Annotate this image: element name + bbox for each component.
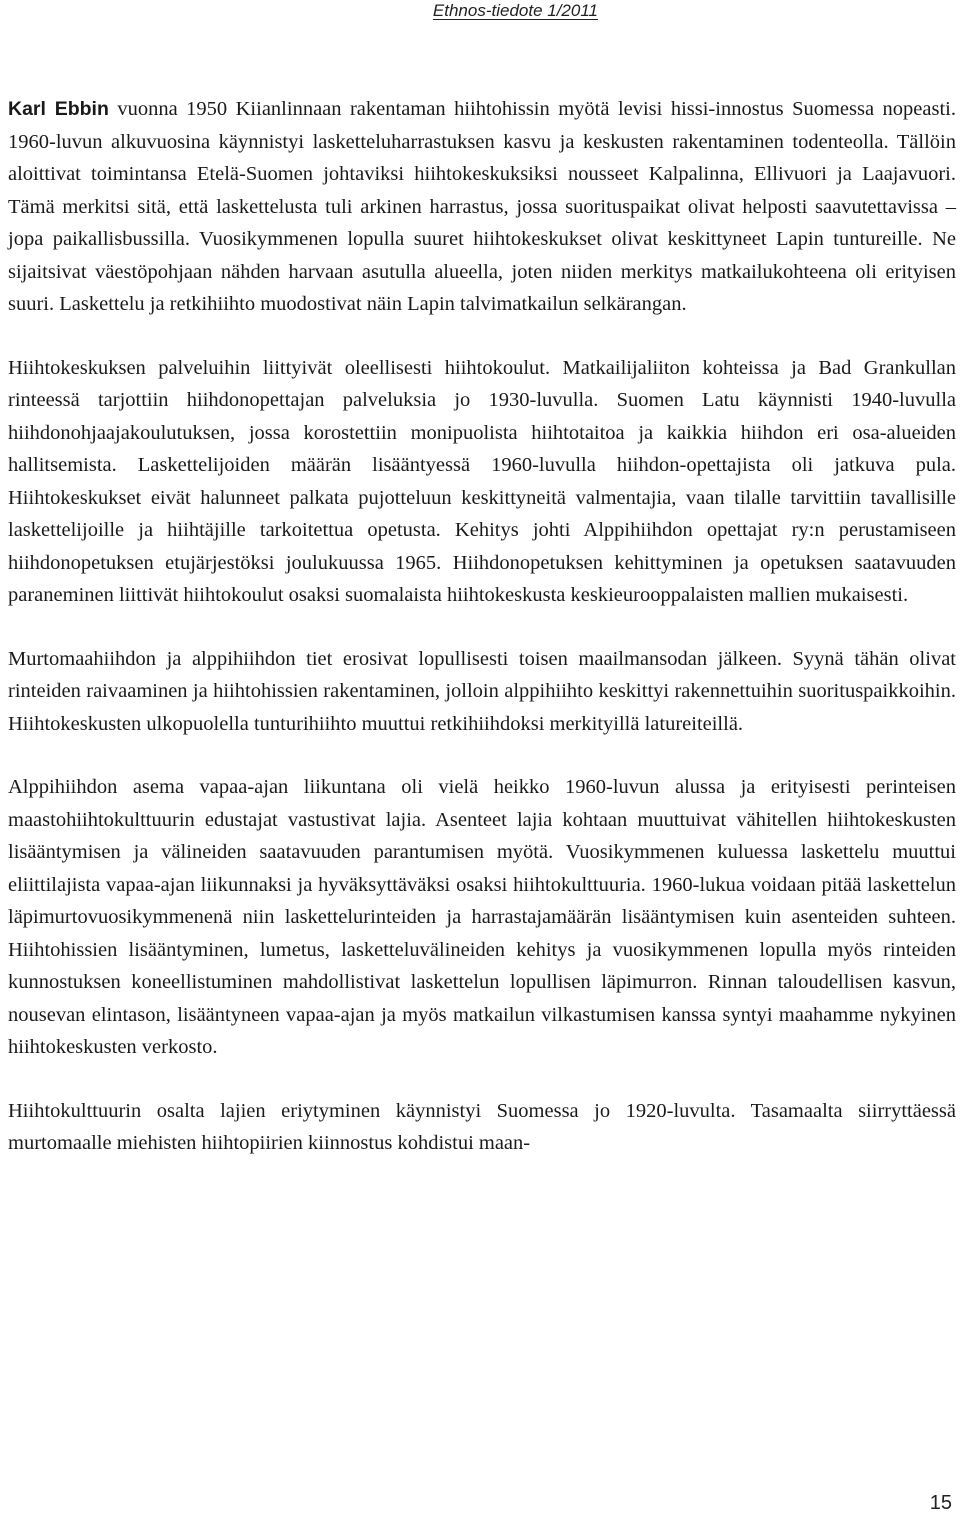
page-number: 15 <box>929 1492 952 1514</box>
paragraph-3 <box>8 643 956 741</box>
paragraph-3-text: Murtomaahiihdon ja alppihiihdon tiet erosivat lopullisesti toisen maailmansodan jälkeen. Syynä tähän olivat rinteiden raivaaminen ja hiihtohissien rakentaminen, jolloin alppihiihto keskittyi rakennettuihin suorituspaikkoihin. Hiihtokeskusten ulkopuolella tunturihiihto muuttui retkihiihdoksi merkityillä latureiteillä. <box>8 647 956 735</box>
paragraph-4-text: Alppihiihdon asema vapaa-ajan liikuntana oli vielä heikko 1960-luvun alussa ja erityisesti perinteisen maastohiihtokulttuurin edustajat vastustivat lajia. Asenteet lajia kohtaan muuttuivat vähitellen hiihtokeskusten lisääntymisen ja välineiden saatavuuden parantumisen myötä. Vuosikymmenen kuluessa laskettelu muuttui eliittilajista vapaa-ajan liikunnaksi ja hyväksyttäväksi osaksi hiihtokulttuuria. 1960-lukua voidaan pitää laskettelun läpimurtovuosikymmenenä niin laskettelurinteiden ja harrastajamäärän lisääntymisen kuin asenteiden suhteen. Hiihtohissien lisääntyminen, lumetus, lasketteluvälineiden kehitys ja vuosikymmenen lopulla myös rinteiden kunnostuksen koneellistuminen mahdollistivat laskettelun lopullisen läpimurron. Rinnan taloudellisen kasvun, nousevan elintason, lisääntyneen vapaa-ajan ja myös matkailun vilkastumisen kanssa syntyi maahamme nykyinen hiihtokeskusten verkosto. <box>8 776 956 1058</box>
paragraph-1 <box>8 93 956 321</box>
article-body <box>8 93 956 1191</box>
paragraph-2 <box>8 352 956 612</box>
paragraph-5-text: Hiihtokulttuurin osalta lajien eriytyminen käynnistyi Suomessa jo 1920-luvulta. Tasamaalta siirryttäessä murtomaalle miehisten hiihtopiirien kiinnostus kohdistui maan- <box>8 1099 956 1154</box>
paragraph-1-text: vuonna 1950 Kiianlinnaan rakentaman hiihtohissin myötä levisi hissi-innostus Suomessa nopeasti. 1960-luvun alkuvuosina käynnistyi lasketteluharrastuksen kasvu ja keskusten rakentaminen todenteolla. Tällöin aloittivat toimintansa Etelä-Suomen johtaviksi hiihtokeskuksiksi nousseet Kalpalinna, Ellivuori ja Laajavuori. Tämä merkitsi sitä, että laskettelusta tuli arkinen harrastus, jossa suorituspaikat olivat helposti saavutettavissa – jopa paikallisbussilla. Vuosikymmenen lopulla suuret hiihtokeskukset olivat keskittyneet Lapin tuntureille. Ne sijaitsivat väestöpohjaan nähden harvaan asutulla alueella, joten niiden merkitys matkailukohteena oli erityisen suuri. Laskettelu ja retkihiihto muodostivat näin Lapin talvimatkailun selkärangan. <box>8 98 956 315</box>
paragraph-4 <box>8 771 956 1064</box>
lead-name: Karl Ebbin <box>8 98 109 120</box>
paragraph-2-text: Hiihtokeskuksen palveluihin liittyivät oleellisesti hiihtokoulut. Matkailijaliiton kohteissa ja Bad Grankullan rinteessä tarjottiin hiihdonopettajan palveluksia jo 1930-luvulla. Suomen Latu käynnisti 1940-luvulla hiihdonohjaajakoulutuksen, jossa korostettiin monipuolista hiihtotaitoa ja kaikkia hiihdon eri osa-alueiden hallitsemista. Laskettelijoiden määrän lisääntyessä 1960-luvulla hiihdon-opettajista oli jatkuva pula. Hiihtokeskukset eivät halunneet palkata pujotteluun keskittyneitä valmentajia, vaan tilalle tarvittiin tavallisille laskettelijoille ja hiihtäjille tarkoitettua opetusta. Kehitys johti Alppihiihdon opettajat ry:n perustamiseen hiihdonopetuksen etujärjestöksi joulukuussa 1965. Hiihdonopetuksen kehittyminen ja opetuksen saatavuuden paraneminen liittivät hiihtokoulut osaksi suomalaista hiihtokeskusta keskieurooppalaisten mallien mukaisesti. <box>8 356 956 606</box>
paragraph-5 <box>8 1095 956 1160</box>
running-header: Ethnos-tiedote 1/2011 <box>432 1 598 20</box>
